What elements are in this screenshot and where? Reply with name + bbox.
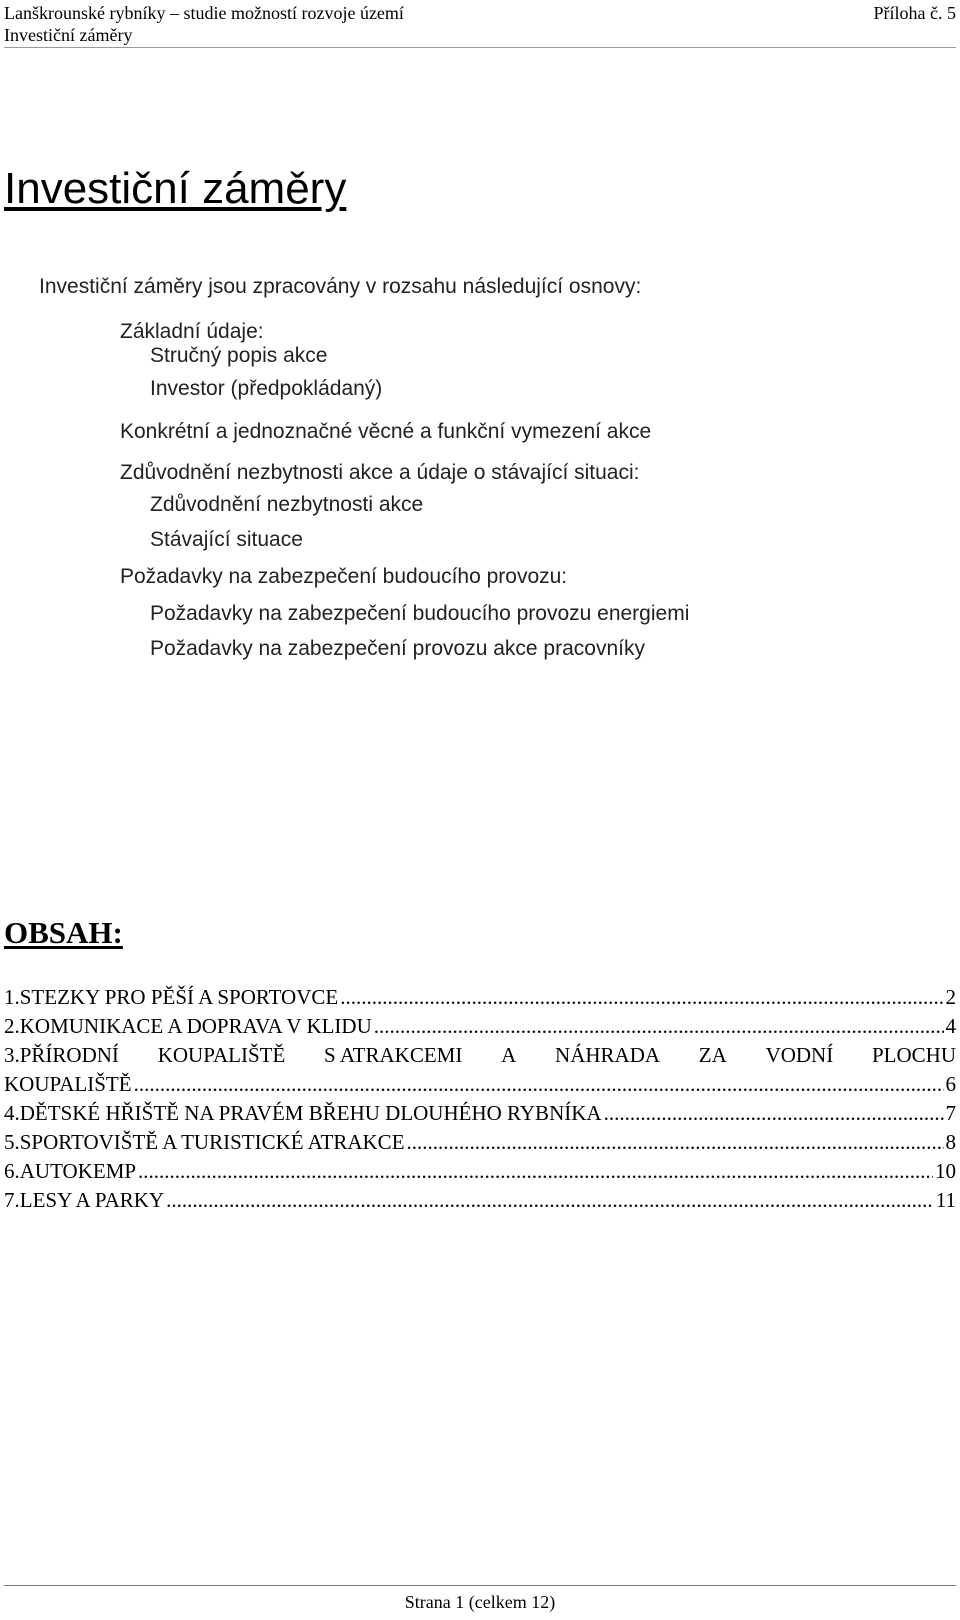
toc-entry-label: 7.LESY A PARKY (4, 1188, 165, 1212)
outline-item: Zdůvodnění nezbytnosti akce a údaje o stávající situaci: (120, 461, 640, 484)
toc-word: VODNÍ (765, 1043, 834, 1067)
toc-page-number: 6 (945, 1072, 956, 1096)
toc-page-number: 2 (945, 985, 956, 1009)
toc-entry[interactable] (4, 1070, 956, 1099)
toc-leader-dots (138, 1157, 933, 1186)
toc-leader-dots (166, 1186, 934, 1215)
page-title: Investiční záměry (4, 164, 347, 213)
toc-word: ZA (698, 1043, 727, 1067)
toc-word: A (501, 1043, 517, 1067)
outline-subitem: Stručný popis akce (150, 344, 328, 367)
toc-leader-dots (134, 1070, 944, 1099)
outline-subitem: Požadavky na zabezpečení provozu akce pracovníky (150, 637, 645, 660)
toc-leader-dots (407, 1128, 944, 1157)
header-divider (4, 47, 956, 48)
toc-entry-label: 2.KOMUNIKACE A DOPRAVA V KLIDU (4, 1014, 372, 1038)
outline-subitem: Investor (předpokládaný) (150, 377, 383, 400)
toc-word: S ATRAKCEMI (324, 1043, 463, 1067)
toc-entry-first-line[interactable] (4, 1041, 956, 1070)
toc-leader-dots (604, 1099, 944, 1128)
header-document-title: Lanškrounské rybníky – studie možností rozvoje území (4, 3, 404, 23)
toc-page-number: 11 (935, 1188, 956, 1212)
toc-word: NÁHRADA (555, 1043, 661, 1067)
toc-entry-label: 6.AUTOKEMP (4, 1159, 137, 1183)
toc-word: KOUPALIŠTĚ (157, 1043, 286, 1067)
toc-page-number: 8 (945, 1130, 956, 1154)
header-annex-label: Příloha č. 5 (873, 3, 956, 23)
outline-item: Základní údaje: (120, 320, 264, 343)
toc-leader-dots (374, 1012, 944, 1041)
toc-entry[interactable] (4, 1186, 956, 1215)
toc-page-number: 4 (945, 1014, 956, 1038)
outline-subitem: Požadavky na zabezpečení budoucího provozu energiemi (150, 602, 690, 625)
toc-page-number: 10 (935, 1159, 956, 1183)
toc-word: PLOCHU (871, 1043, 956, 1067)
outline-item: Požadavky na zabezpečení budoucího provozu: (120, 565, 568, 588)
toc-leader-dots (340, 983, 943, 1012)
header-section-title: Investiční záměry (4, 25, 133, 45)
toc-entry[interactable] (4, 1099, 956, 1128)
toc-entry-label: 4.DĚTSKÉ HŘIŠTĚ NA PRAVÉM BŘEHU DLOUHÉHO RYBNÍKA (4, 1101, 602, 1125)
toc-entry[interactable] (4, 1128, 956, 1157)
page-header (4, 2, 956, 46)
toc-heading: OBSAH: (4, 915, 123, 950)
toc-entry[interactable] (4, 1157, 956, 1186)
toc-entry-label: KOUPALIŠTĚ (4, 1072, 132, 1096)
outline-item: Konkrétní a jednoznačné věcné a funkční vymezení akce (120, 420, 652, 443)
toc-entry[interactable] (4, 1012, 956, 1041)
toc-entry-label: 1.STEZKY PRO PĚŠÍ A SPORTOVCE (4, 985, 339, 1009)
page-footer: Strana 1 (celkem 12) (404, 1592, 556, 1612)
footer-divider (4, 1585, 956, 1586)
toc-word: 3.PŘÍRODNÍ (4, 1043, 119, 1067)
table-of-contents (4, 983, 956, 1215)
outline-subitem: Stávající situace (150, 528, 303, 551)
toc-page-number: 7 (945, 1101, 956, 1125)
intro-paragraph: Investiční záměry jsou zpracovány v rozsahu následující osnovy: (39, 275, 642, 298)
toc-entry[interactable] (4, 983, 956, 1012)
toc-entry-label: 5.SPORTOVIŠTĚ A TURISTICKÉ ATRAKCE (4, 1130, 405, 1154)
outline-subitem: Zdůvodnění nezbytnosti akce (150, 493, 424, 516)
